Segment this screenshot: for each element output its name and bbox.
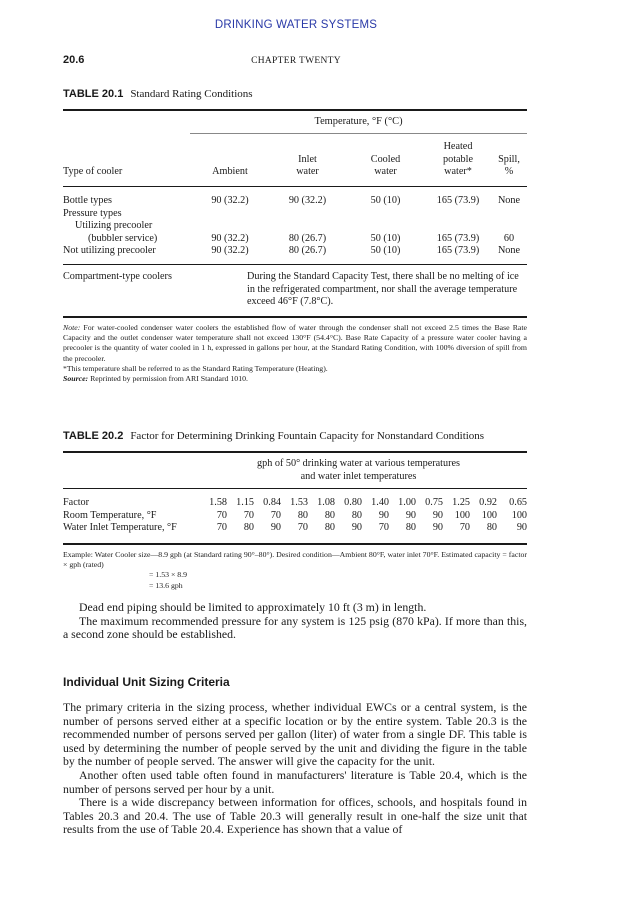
table1-title: Standard Rating Conditions: [130, 88, 253, 100]
inlet-cell: 80 (26.7): [288, 245, 327, 256]
heated-cell: 165 (73.9): [436, 245, 480, 256]
inlet-temp-cell: 90: [270, 522, 281, 533]
table1-bottom-rule: [63, 316, 527, 318]
table1-notes: [63, 323, 527, 384]
factor-cell: 1.58: [209, 497, 227, 508]
inlet-temp-cell: 80: [243, 522, 254, 533]
factor-cell: 1.40: [371, 497, 389, 508]
table2-label: TABLE 20.2: [63, 430, 124, 442]
table1-header: [63, 141, 527, 179]
room-temp-cell: 100: [511, 509, 527, 521]
inlet-temp-cell: 70: [216, 522, 227, 533]
ambient-cell: 90 (32.2): [211, 195, 249, 206]
inlet-header-line1: Inlet: [298, 153, 317, 165]
heated-cell: 165 (73.9): [436, 195, 480, 206]
inlet-cell: 90 (32.2): [288, 195, 327, 206]
ambient-cell: 90 (32.2): [211, 232, 249, 244]
table2-header-line2: and water inlet temperatures: [300, 470, 417, 482]
room-temp-cell: 100: [454, 509, 470, 521]
cooled-header-line1: Cooled: [370, 153, 401, 165]
section-heading: Individual Unit Sizing Criteria: [63, 675, 230, 689]
table2-header-line1: gph of 50° drinking water at various temperatures: [257, 458, 460, 469]
running-header: DRINKING WATER SYSTEMS: [214, 19, 378, 31]
spill-header-line1: Spill,: [498, 153, 520, 165]
paragraph-max-pressure: The maximum recommended pressure for any system is 125 psig (870 kPa). If more than this, a second zone should be established.: [63, 613, 527, 642]
type-of-cooler-header: Type of cooler: [63, 166, 123, 177]
ambient-header: Ambient: [212, 166, 248, 177]
inlet-cell: 80 (26.7): [288, 232, 327, 244]
factor-cell: 0.80: [344, 497, 362, 508]
factor-cell: 0.65: [509, 497, 527, 508]
table-row: [63, 208, 527, 221]
table-row: [63, 245, 527, 258]
table2-example: [63, 550, 527, 591]
table1-footnote: *This temperature shall be referred to as the Standard Rating Temperature (Heating).: [63, 363, 328, 373]
example-line2: = 1.53 × 8.9: [149, 570, 188, 580]
table1-body: [63, 195, 527, 258]
table-row: [63, 195, 527, 208]
paragraph-dead-end: Dead end piping should be limited to approximately 10 ft (3 m) in length.: [79, 600, 427, 614]
factor-cell: 1.53: [290, 497, 308, 508]
row-label: Not utilizing precooler: [63, 245, 156, 256]
cooled-cell: 50 (10): [370, 232, 401, 244]
factor-cell: 0.84: [263, 497, 281, 508]
source-label: Source:: [63, 374, 89, 384]
spill-cell: 60: [503, 232, 515, 244]
note-label: Note:: [63, 323, 81, 332]
cooled-cell: 50 (10): [370, 195, 401, 206]
inlet-temp-cell: 70: [378, 522, 389, 533]
table1-top-rule: [63, 109, 527, 111]
table-row: [63, 522, 527, 535]
inlet-temp-cell: 90: [516, 522, 527, 533]
table2-header-rule: [63, 488, 527, 489]
room-temp-cell: 90: [432, 509, 443, 521]
row-label: Utilizing precooler: [75, 220, 153, 231]
row-label: Pressure types: [63, 207, 122, 219]
spill-cell: None: [497, 195, 521, 206]
heated-header-line2: potable: [443, 153, 473, 165]
ambient-cell: 90 (32.2): [211, 245, 249, 256]
factor-cell: 1.25: [452, 497, 470, 508]
table1-caption: [63, 88, 253, 100]
table1-group-rule: [190, 133, 527, 134]
table-row: [63, 497, 527, 510]
spill-cell: None: [497, 245, 521, 256]
table1-label: TABLE 20.1: [63, 88, 124, 100]
page-number: 20.6: [63, 54, 85, 66]
inlet-temp-cell: 80: [486, 522, 497, 533]
table-row: [63, 233, 527, 246]
cooled-header-line2: water: [374, 166, 397, 177]
row-label: (bubbler service): [88, 232, 158, 244]
factor-cell: 1.08: [317, 497, 335, 508]
heated-header-line1: Heated: [443, 141, 473, 152]
room-temp-cell: 70: [243, 509, 254, 521]
paragraph-discrepancy: There is a wide discrepancy between information for offices, schools, and hospitals found in Tables 20.3 and 20.4. The use of Table 20.3 will generally result in one-half the size unit that results from the use of Table 20.4. Experience has shown that a value of: [63, 795, 527, 837]
room-temp-cell: 100: [481, 509, 497, 521]
table2-caption: [63, 430, 484, 442]
heated-cell: 165 (73.9): [436, 232, 480, 244]
room-temp-cell: 80: [351, 509, 362, 521]
compartment-text: During the Standard Capacity Test, there shall be no melting of ice in the refrigerated compartment, nor shall the average temperature exceed 46°F (7.8°C).: [247, 271, 519, 307]
example-line1: Example: Water Cooler size—8.9 gph (at Standard rating 90°–80°). Desired condition—Ambient 80°F, water inlet 70°F. Estimated capacity = factor × gph (rated): [63, 550, 527, 570]
table1-source: [63, 374, 527, 384]
table-row: [63, 220, 527, 233]
compartment-label: Compartment-type coolers: [63, 271, 172, 282]
factor-cell: 0.92: [479, 497, 497, 508]
table1-header-rule: [63, 186, 527, 187]
table2-top-rule: [63, 451, 527, 453]
room-temp-cell: 70: [270, 509, 281, 521]
room-temp-cell: 80: [297, 509, 308, 521]
cooled-cell: 50 (10): [370, 245, 401, 256]
factor-cell: 1.15: [236, 497, 254, 508]
room-temp-cell: 80: [324, 509, 335, 521]
paragraphs-pressure: [63, 601, 527, 642]
table1-group-header: Temperature, °F (°C): [314, 116, 403, 127]
row-label: Room Temperature, °F: [63, 509, 157, 521]
paragraph-primary-criteria: The primary criteria in the sizing process, whether individual EWCs or a central system, is the number of persons served either at a specific location or by the entire system. Table 20.3 is the recommended number of persons served per gallon (liter) of water from a single DF. This table is used by determining the number of people served by the unit and dividing the figure in the table by the number of people served. The answer will give the capacity for the unit.: [63, 700, 527, 769]
inlet-temp-cell: 80: [324, 522, 335, 533]
heated-header-line3: water*: [444, 166, 472, 177]
note-text: For water-cooled condenser water coolers the established flow of water through the condenser shall not exceed 2.5 times the Base Rate Capacity and the outlet condenser water temperature shall not exceed 130°F (54.4°C). Base Rate Capacity of a pressure water cooler having a precooler is the quantity of water cooled in 1 h, expressed in gallons per hour, at the Standard Rating Condition, with 100% diversion of spill from the precooler.: [63, 323, 527, 363]
row-label: Factor: [63, 497, 90, 508]
inlet-temp-cell: 70: [459, 522, 470, 533]
inlet-temp-cell: 70: [297, 522, 308, 533]
row-label: Bottle types: [63, 195, 112, 206]
row-label: Water Inlet Temperature, °F: [63, 522, 177, 533]
paragraphs-sizing: [63, 701, 527, 837]
room-temp-cell: 90: [378, 509, 389, 521]
inlet-temp-cell: 90: [351, 522, 362, 533]
table1-row-rule: [63, 264, 527, 265]
table2-title: Factor for Determining Drinking Fountain Capacity for Nonstandard Conditions: [130, 430, 485, 442]
inlet-header-line2: water: [296, 166, 319, 177]
paragraph-another-table: Another often used table often found in manufacturers' literature is Table 20.4, which is the number of persons served per hour by a unit.: [63, 767, 527, 796]
table2-bottom-rule: [63, 543, 527, 545]
example-line3: = 13.6 gph: [149, 580, 183, 590]
chapter-title: CHAPTER TWENTY: [251, 56, 341, 66]
source-text: Reprinted by permission from ARI Standard 1010.: [88, 374, 248, 384]
table1-note: [63, 323, 527, 364]
factor-cell: 0.75: [425, 497, 443, 508]
room-temp-cell: 70: [216, 509, 227, 521]
table2-body: [63, 497, 527, 535]
room-temp-cell: 90: [405, 509, 416, 521]
inlet-temp-cell: 90: [432, 522, 443, 533]
table2-group-header: [190, 458, 527, 483]
factor-cell: 1.00: [398, 497, 416, 508]
inlet-temp-cell: 80: [405, 522, 416, 533]
table-row: [63, 510, 527, 523]
spill-header-line2: %: [504, 166, 514, 177]
